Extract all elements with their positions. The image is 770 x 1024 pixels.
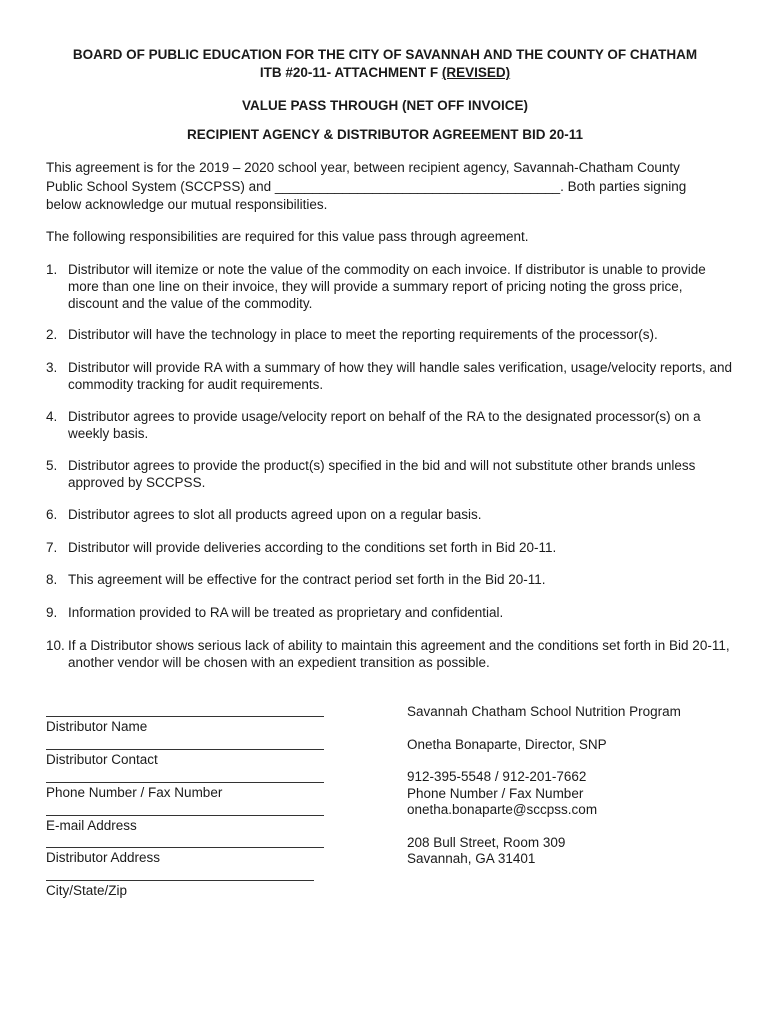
list-item-text: This agreement will be effective for the contract period set forth in the Bid 20-11. [68,572,546,587]
distributor-name-line[interactable] [46,716,324,717]
list-item [46,457,736,491]
city-state-zip-line[interactable] [46,880,314,881]
program-email: onetha.bonaparte@sccpss.com [407,802,598,817]
list-item-text: If a Distributor shows serious lack of ability to maintain this agreement and the conditions set forth in Bid 20-11, another vendor will be chosen with an expedient transition as possible. [68,638,730,670]
program-phone: 912-395-5548 / 912-201-7662 [407,769,587,784]
list-item-number: 9. [46,605,58,620]
list-item-text: Distributor will provide deliveries according to the conditions set forth in Bid 20-11. [68,540,557,555]
list-item [46,637,736,671]
distributor-name-label: Distributor Name [46,719,148,734]
board-title: BOARD OF PUBLIC EDUCATION FOR THE CITY OF SAVANNAH AND THE COUNTY OF CHATHAM [72,47,698,62]
phone-fax-line[interactable] [46,782,324,783]
list-item-number: 7. [46,540,58,555]
itb-attachment-title [0,64,770,81]
list-item [46,604,736,621]
program-name: Savannah Chatham School Nutrition Program [407,704,681,719]
list-item [46,506,736,523]
list-item-text: Distributor will have the technology in place to meet the reporting requirements of the processor(s). [68,327,658,342]
list-item [46,539,736,556]
list-item-number: 2. [46,327,58,342]
revised-label: (REVISED) [441,65,511,80]
intro-paragraph [46,159,726,215]
email-address-line[interactable] [46,815,324,816]
intro-line-1: This agreement is for the 2019 – 2020 school year, between recipient agency, Savannah-Chatham County [46,160,680,175]
intro-line-2: Public School System (SCCPSS) and ______________________________________. Both parties signing [46,178,687,194]
list-item-number: 6. [46,507,58,522]
responsibilities-lead: The following responsibilities are required for this value pass through agreement. [46,229,529,244]
list-item-text: Distributor will itemize or note the value of the commodity on each invoice. If distributor is unable to provide more than one line on their invoice, they will provide a summary report of pricing noting the gross price, discount and the value of the commodity. [68,262,706,311]
value-pass-through-title: VALUE PASS THROUGH (NET OFF INVOICE) [241,98,528,113]
list-item-text: Distributor agrees to provide usage/velocity report on behalf of the RA to the designated processor(s) on a weekly basis. [68,409,701,441]
list-item-number: 4. [46,409,58,424]
list-item [46,359,736,393]
program-address-line-2: Savannah, GA 31401 [407,851,536,866]
list-item [46,261,736,312]
distributor-contact-label: Distributor Contact [46,752,158,767]
list-item-text: Distributor will provide RA with a summary of how they will handle sales verification, usage/velocity reports, and commodity tracking for audit requirements. [68,360,733,392]
list-item-text: Distributor agrees to slot all products agreed upon on a regular basis. [68,507,482,522]
list-item-number: 3. [46,360,58,375]
agreement-title: RECIPIENT AGENCY & DISTRIBUTOR AGREEMENT BID 20-11 [186,127,584,142]
director-name: Onetha Bonaparte, Director, SNP [407,737,607,752]
phone-fax-label: Phone Number / Fax Number [46,785,223,800]
distributor-address-label: Distributor Address [46,850,161,865]
city-state-zip-label: City/State/Zip [46,883,128,898]
email-address-label: E-mail Address [46,818,137,833]
itb-attachment-label: ITB #20-11- ATTACHMENT F [259,65,442,80]
list-item-number: 10. [46,638,65,653]
distributor-address-line[interactable] [46,847,324,848]
list-item [46,571,736,588]
program-phone-label: Phone Number / Fax Number [407,786,584,801]
intro-line-3: below acknowledge our mutual responsibilities. [46,197,328,212]
distributor-contact-line[interactable] [46,749,324,750]
list-item [46,408,736,442]
list-item-number: 5. [46,458,58,473]
program-address-line-1: 208 Bull Street, Room 309 [407,835,566,850]
list-item-text: Information provided to RA will be treated as proprietary and confidential. [68,605,504,620]
list-item-number: 8. [46,572,58,587]
list-item-text: Distributor agrees to provide the product(s) specified in the bid and will not substitute other brands unless approved by SCCPSS. [68,458,696,490]
list-item-number: 1. [46,262,58,277]
list-item [46,326,736,343]
